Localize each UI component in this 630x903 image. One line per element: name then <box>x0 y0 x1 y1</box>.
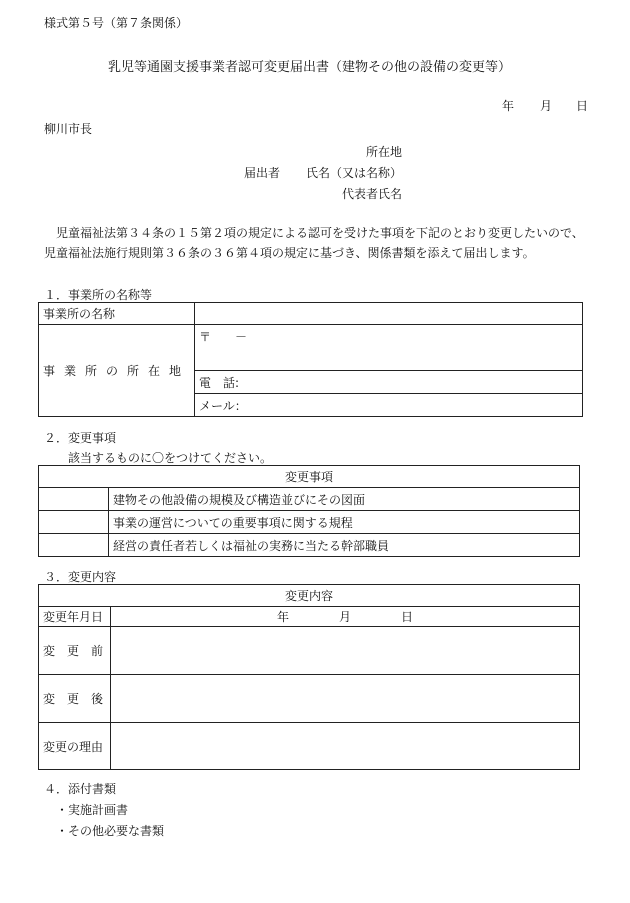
body-text-line2: 児童福祉法施行規則第３６条の３６第４項の規定に基づき、関係書類を添えて届出します。 <box>44 246 535 260</box>
facility-phone-field[interactable]: 電 話: <box>195 371 583 394</box>
change-items-header: 変更事項 <box>39 466 580 488</box>
change-item-label: 事業の運営についての重要事項に関する規程 <box>109 511 580 534</box>
after-label: 変 更 後 <box>39 675 111 723</box>
after-field[interactable] <box>111 675 580 723</box>
change-content-header: 変更内容 <box>39 585 580 607</box>
change-item-label: 経営の責任者若しくは福祉の実務に当たる幹部職員 <box>109 534 580 557</box>
notifier-role-label: 届出者 <box>244 166 281 180</box>
change-item-mark-cell[interactable] <box>39 511 109 534</box>
change-date-year: 年 <box>277 610 290 624</box>
section1-heading: １．事業所の名称等 <box>44 288 153 302</box>
date-day: 日 <box>576 99 589 113</box>
section2-heading: ２．変更事項 <box>44 431 117 445</box>
date-year: 年 <box>502 99 515 113</box>
document-title: 乳児等通園支援事業者認可変更届出書（建物その他の設備の変更等） <box>108 60 512 75</box>
form-number: 様式第５号（第７条関係） <box>44 16 189 30</box>
notifier-address-label: 所在地 <box>366 145 403 159</box>
date-month: 月 <box>540 99 553 113</box>
attachment-item: ・実施計画書 <box>56 803 129 817</box>
facility-mail-field[interactable]: メール： <box>195 394 583 417</box>
section3-heading: ３．変更内容 <box>44 570 117 584</box>
change-item-mark-cell[interactable] <box>39 488 109 511</box>
facility-info-table <box>38 302 583 417</box>
notifier-name-label: 氏名（又は名称） <box>306 166 403 180</box>
attachment-item: ・その他必要な書類 <box>56 824 165 838</box>
addressee: 柳川市長 <box>44 122 93 136</box>
before-label: 変 更 前 <box>39 627 111 675</box>
section2-instruction: 該当するものに〇をつけてください。 <box>68 451 273 465</box>
change-date-day: 日 <box>401 610 414 624</box>
reason-field[interactable] <box>111 723 580 770</box>
before-field[interactable] <box>111 627 580 675</box>
change-date-label: 変更年月日 <box>39 607 111 627</box>
notifier-rep-label: 代表者氏名 <box>342 187 403 201</box>
change-content-table <box>38 584 580 770</box>
facility-name-field[interactable] <box>195 303 583 325</box>
change-date-month: 月 <box>339 610 352 624</box>
body-text-line1: 児童福祉法第３４条の１５第２項の規定による認可を受けた事項を下記のとおり変更したいので、 <box>56 226 584 240</box>
facility-postal-field[interactable]: 〒 － <box>195 325 583 371</box>
reason-label: 変更の理由 <box>39 723 111 770</box>
section4-heading: ４．添付書類 <box>44 782 117 796</box>
change-date-field[interactable] <box>111 607 580 627</box>
change-item-label: 建物その他設備の規模及び構造並びにその図面 <box>109 488 580 511</box>
change-item-mark-cell[interactable] <box>39 534 109 557</box>
facility-name-label: 事業所の名称 <box>39 303 195 325</box>
facility-location-label: 事業所の所在地 <box>39 325 195 417</box>
change-items-table <box>38 465 580 557</box>
